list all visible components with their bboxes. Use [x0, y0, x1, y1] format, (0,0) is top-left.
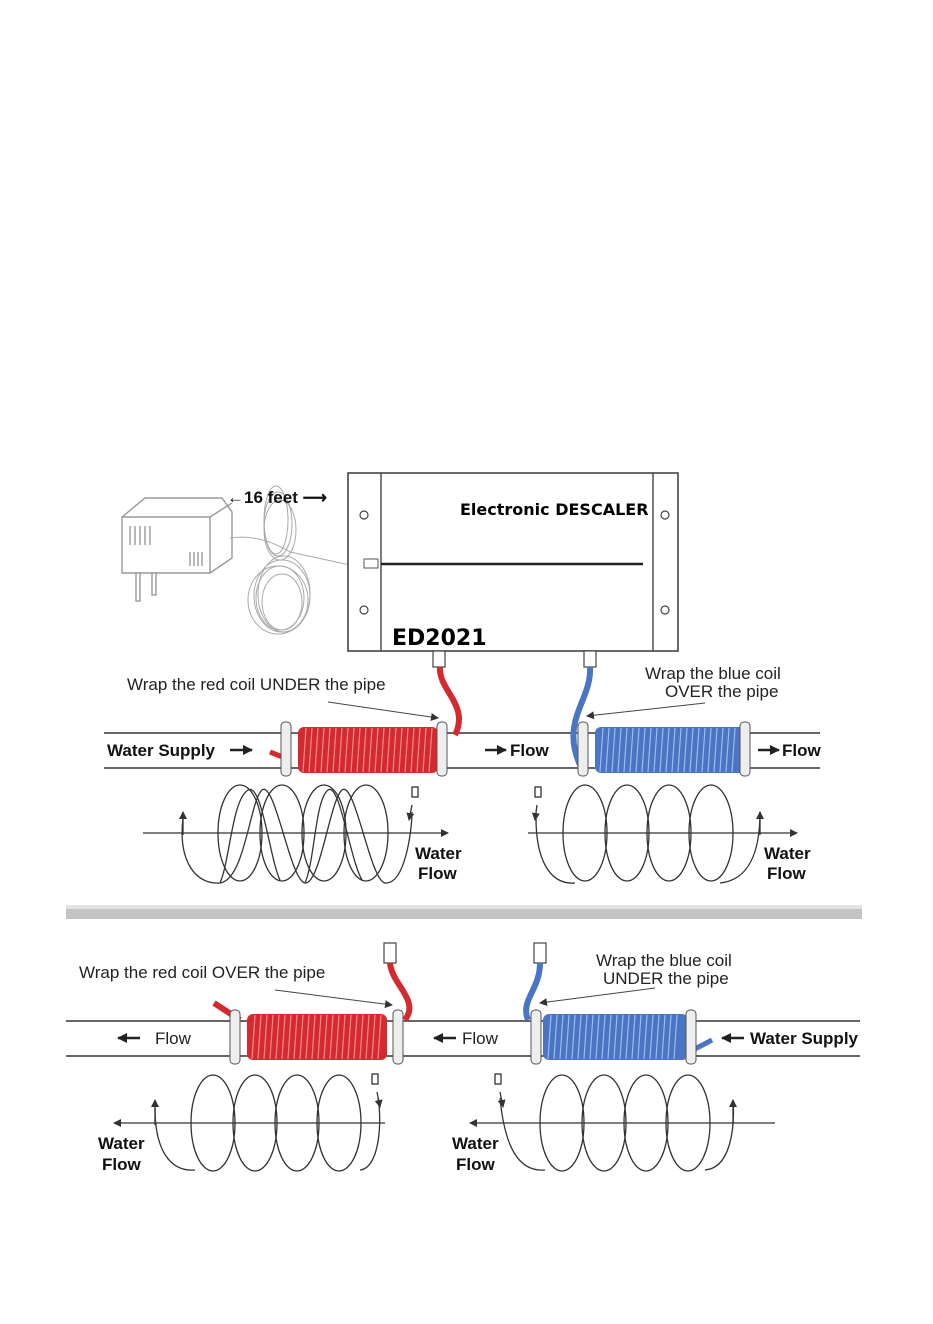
red-pointer-top — [328, 702, 438, 718]
red-instruction-top: Wrap the red coil UNDER the pipe — [127, 675, 386, 694]
blue-connector-bottom — [534, 943, 546, 963]
water-supply-top: Water Supply — [107, 741, 215, 760]
device-title: Electronic DESCALER — [460, 500, 649, 519]
helix-schematic-top — [143, 785, 797, 883]
water-flow-right-top-1: Water — [764, 844, 811, 863]
red-connector-bottom — [384, 943, 396, 963]
helix-schematic-bottom — [114, 1074, 775, 1171]
water-flow-left-bottom-2: Flow — [102, 1155, 141, 1174]
red-coil-bottom — [214, 1003, 403, 1064]
water-flow-left-top-2: Flow — [418, 864, 457, 883]
flow-middle-top: Flow — [510, 741, 549, 760]
blue-instruction-bottom-1: Wrap the blue coil — [596, 951, 732, 970]
power-adapter-icon — [122, 498, 232, 601]
blue-instruction-top-1: Wrap the blue coil — [645, 664, 781, 683]
blue-instruction-top-2: OVER the pipe — [665, 682, 779, 701]
water-flow-right-top-2: Flow — [767, 864, 806, 883]
blue-coil-top — [578, 722, 750, 776]
red-instruction-bottom: Wrap the red coil OVER the pipe — [79, 963, 326, 982]
device-model: ED2021 — [392, 626, 487, 651]
water-supply-bottom: Water Supply — [750, 1029, 858, 1048]
water-flow-right-bottom-2: Flow — [456, 1155, 495, 1174]
flow-right-top: Flow — [782, 741, 821, 760]
cable-length-label: ←16 feet ⟶ — [227, 488, 327, 507]
water-flow-right-bottom-1: Water — [452, 1134, 499, 1153]
power-cable — [230, 486, 365, 634]
red-pointer-bottom — [275, 990, 392, 1005]
flow-middle-bottom: Flow — [462, 1029, 498, 1048]
water-flow-left-bottom-1: Water — [98, 1134, 145, 1153]
blue-pointer-bottom — [540, 988, 655, 1003]
water-flow-left-top-1: Water — [415, 844, 462, 863]
blue-pointer-top — [587, 703, 705, 716]
blue-coil-bottom — [531, 1010, 712, 1064]
flow-left-bottom: Flow — [155, 1029, 191, 1048]
blue-instruction-bottom-2: UNDER the pipe — [603, 969, 729, 988]
